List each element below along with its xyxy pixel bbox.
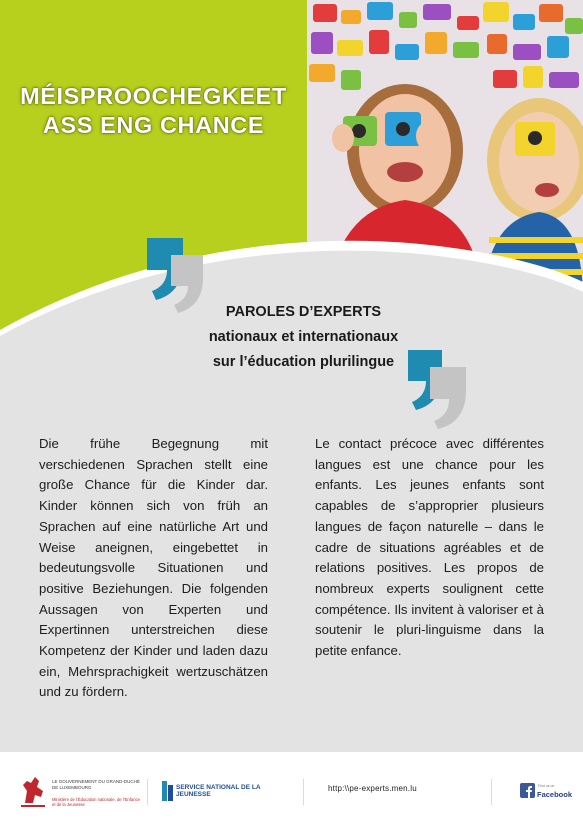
headline-line-1: PAROLES D’EXPERTS [225,304,382,320]
facebook-link[interactable]: Facebook [537,790,573,799]
french-paragraph: Le contact précoce avec différentes langues est une chance pour les enfants. Les jeunes enfants sont capables de s’approprier plusieurs langues de façon naturelle – dans le cadre de situations agréables et de relations positives. Les propos de nombreux experts soulignent cette compétence. Ils invitent à valoriser et à soutenir le pluri-linguisme dans la petite enfance. [315,436,544,659]
government-label: LE GOUVERNEMENT DU GRAND-DUCHÉ DE LUXEMBOURG [52,779,140,790]
headline [120,300,487,375]
network-logo-icon [162,781,173,801]
footer-divider [491,779,492,805]
footer-divider [147,779,148,805]
luxembourg-lion-icon [19,773,47,809]
title-line-1: MÉISPROOCHEGKEET [20,83,287,109]
network-label: SERVICE NATIONAL DE LA JEUNESSE [176,784,261,798]
facebook-icon[interactable] [520,783,535,798]
ministry-label: Ministère de l’Éducation nationale, de l’Enfance et de la Jeunesse [52,797,140,807]
title-line-2: ASS ENG CHANCE [42,112,265,138]
facebook-find-us: Find us on [538,784,555,788]
footer [0,757,583,827]
headline-line-3: sur l’éducation plurilingue [212,354,395,370]
german-paragraph: Die frühe Begegnung mit verschiedenen Sprachen stellt eine große Chance für die Kinder dar. Kinder können sich von früh an Sprachen auf eine natürliche Art und Weise aneignen, eingebettet in bedeutungsvolle Situationen und positive Beziehungen. Die folgenden Aussagen von Experten und Expertinnen unterstreichen diese Kompetenz der Kinder und laden dazu ein, Mehrsprachigkeit wertzuschätzen und zu fördern. [39,436,268,700]
footer-divider [303,779,304,805]
headline-line-2: nationaux et internationaux [208,329,399,345]
website-link[interactable]: http:\\pe-experts.men.lu [328,784,417,793]
